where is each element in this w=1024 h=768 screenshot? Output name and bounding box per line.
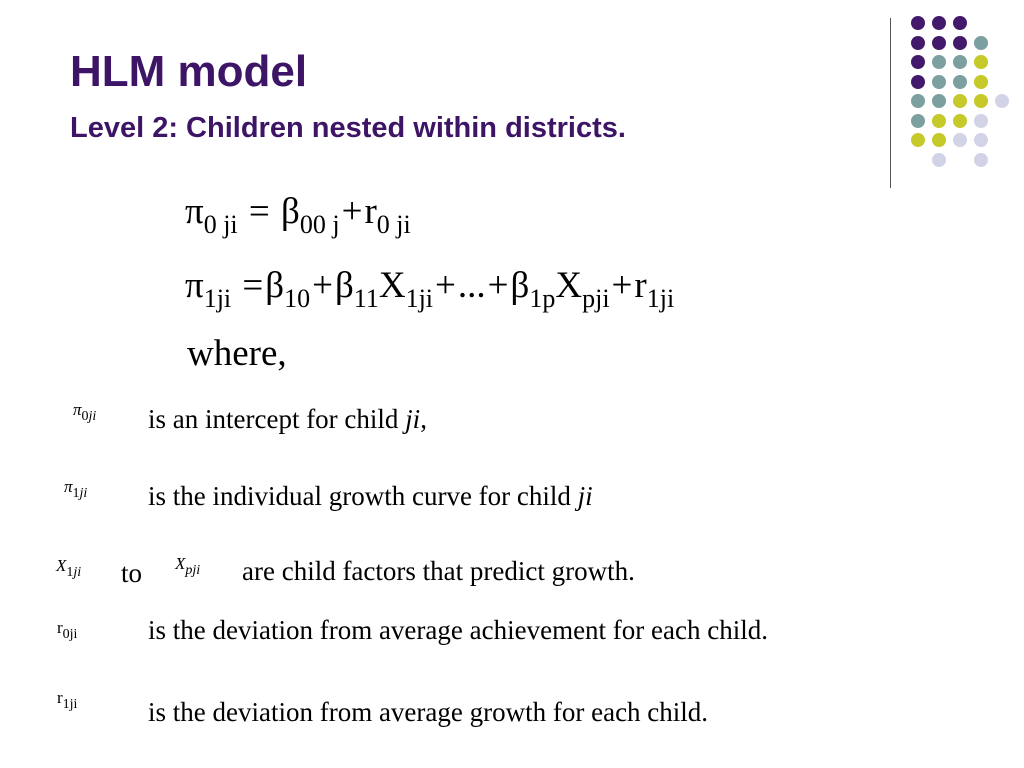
beta-symbol: β (510, 265, 530, 306)
definition-symbol-pi1ji (64, 477, 88, 501)
decorative-dot (974, 55, 988, 69)
x-symbol: X (56, 556, 67, 575)
r-symbol: r (364, 191, 377, 232)
slide-subtitle: Level 2: Children nested within districts. (70, 112, 626, 144)
decorative-dot (974, 94, 988, 108)
x-symbol: X (555, 265, 583, 306)
definition-symbol-xpji (175, 554, 201, 578)
definition-italic: ji (577, 481, 593, 511)
decorative-dot (932, 55, 946, 69)
definition-text-pi0ji (148, 403, 427, 435)
decorative-dot (974, 36, 988, 50)
equation-level2-intercept (185, 190, 411, 239)
decorative-dot (974, 153, 988, 167)
r-subscript: 1ji (62, 697, 78, 712)
equals-sign: = (248, 191, 270, 232)
where-label: where, (187, 333, 287, 374)
definition-text-r0ji: is the deviation from average achievement for each child. (148, 615, 768, 645)
decorative-dot (974, 114, 988, 128)
equation-level2-growth (185, 264, 675, 313)
decorative-dot (932, 133, 946, 147)
definition-italic: ji (405, 404, 421, 434)
pi-symbol: π (64, 477, 73, 496)
decorative-dot (911, 133, 925, 147)
decorative-dot (932, 16, 946, 30)
r-symbol: r (634, 265, 647, 306)
x-subscript: 1ji (405, 284, 434, 313)
beta-symbol: β (265, 265, 285, 306)
plus-sign: + (487, 265, 509, 306)
definition-symbol-r0ji (57, 618, 78, 642)
subscript-digit: 0 (81, 409, 89, 424)
decorative-dot (911, 75, 925, 89)
decorative-dot (953, 55, 967, 69)
beta-symbol: β (334, 265, 354, 306)
slide-title: HLM model (70, 47, 308, 96)
subscript-digit: 1 (72, 486, 80, 501)
pi-subscript: 1ji (203, 284, 232, 313)
subscript-var: ji (73, 565, 82, 580)
decorative-dot (953, 16, 967, 30)
plus-sign: + (435, 265, 456, 306)
r-subscript: 0 ji (376, 210, 411, 239)
subscript-var: ji (79, 486, 88, 501)
decorative-divider-line (890, 18, 891, 188)
decorative-dot (953, 94, 967, 108)
x-symbol: X (378, 265, 406, 306)
subscript-digit: 1 (66, 565, 74, 580)
definition-text: is the individual growth curve for child (148, 481, 578, 511)
decorative-dot (932, 75, 946, 89)
subscript-var: ji (88, 409, 97, 424)
r-symbol: r (57, 688, 63, 707)
plus-sign: + (341, 191, 363, 232)
equals-sign: = (242, 265, 264, 306)
decorative-dot (953, 114, 967, 128)
ellipsis: ... (457, 265, 486, 306)
decorative-dot (953, 36, 967, 50)
decorative-dot (932, 153, 946, 167)
decorative-dot (974, 75, 988, 89)
r-subscript: 1ji (646, 284, 675, 313)
decorative-dot (911, 114, 925, 128)
decorative-dot (932, 36, 946, 50)
subscript-var: pji (185, 563, 201, 578)
x-subscript: pji (582, 284, 610, 313)
pi-symbol: π (185, 191, 204, 232)
decorative-dot (953, 133, 967, 147)
decorative-dot (995, 94, 1009, 108)
definition-text-pi1ji (148, 480, 593, 512)
definition-text-r1ji: is the deviation from average growth for each child. (148, 697, 709, 727)
beta-subscript: 10 (284, 284, 311, 313)
r-subscript: 0ji (62, 627, 78, 642)
decorative-dot (911, 94, 925, 108)
beta-subscript: 1p (529, 284, 556, 313)
definition-symbol-pi0ji (73, 400, 97, 424)
definition-punctuation: , (420, 404, 427, 434)
definition-symbol-x1ji (56, 556, 82, 580)
definition-text-x: are child factors that predict growth. (242, 556, 635, 586)
definition-text: is an intercept for child (148, 404, 406, 434)
decorative-dot (932, 114, 946, 128)
pi-subscript: 0 ji (203, 210, 238, 239)
r-symbol: r (57, 618, 63, 637)
decorative-dot (911, 16, 925, 30)
beta-subscript: 00 j (299, 210, 340, 239)
to-label: to (121, 558, 143, 588)
decorative-dot (932, 94, 946, 108)
definition-symbol-r1ji (57, 688, 78, 712)
decorative-dot (911, 55, 925, 69)
decorative-dot (911, 36, 925, 50)
beta-subscript: 11 (353, 284, 379, 313)
plus-sign: + (611, 265, 633, 306)
decorative-dot (974, 133, 988, 147)
x-symbol: X (175, 554, 186, 573)
pi-symbol: π (73, 400, 82, 419)
decorative-dot (953, 75, 967, 89)
beta-symbol: β (281, 191, 300, 232)
plus-sign: + (312, 265, 333, 306)
pi-symbol: π (185, 265, 204, 306)
